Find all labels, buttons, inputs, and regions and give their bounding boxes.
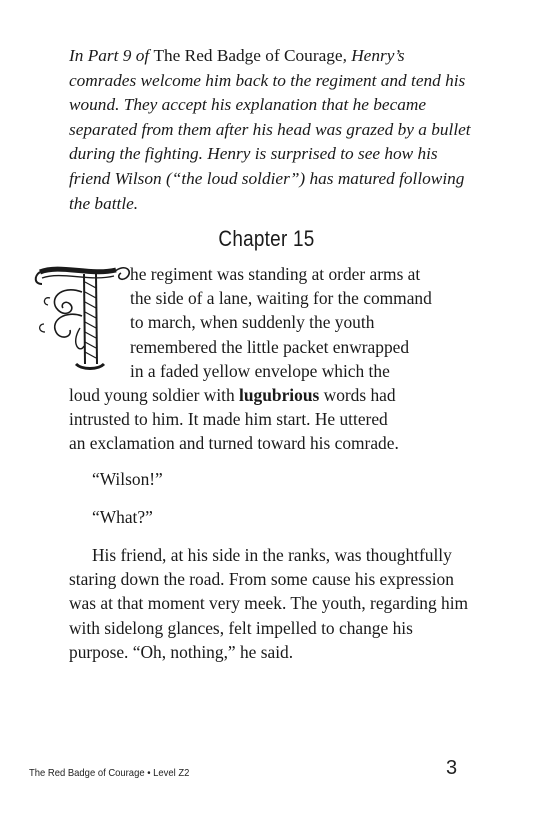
text-line: to march, when suddenly the youth <box>130 312 375 333</box>
text-line: intrusted to him. It made him start. He uttered <box>69 409 388 430</box>
text-segment: words had <box>319 385 396 406</box>
page-number: 3 <box>446 757 458 779</box>
text-line: remembered the little packet enwrapped <box>130 336 410 357</box>
closing-paragraph: His friend, at his side in the ranks, was thoughtfully staring down the road. From some cause his expression was at that moment very meek. The youth, regarding him with sidelong glances, felt impelled to change his purpose. “Oh, nothing,” he said. <box>69 545 469 662</box>
text-segment: loud young soldier with <box>69 385 240 406</box>
text-line: the side of a lane, waiting for the command <box>130 288 432 309</box>
dialog-line: “Wilson!” <box>92 468 163 489</box>
chapter-heading: Chapter 15 <box>218 226 315 251</box>
opening-paragraph <box>69 262 473 456</box>
dialog-line: “What?” <box>92 506 153 527</box>
text-line <box>69 383 473 407</box>
chapter-text <box>69 262 473 664</box>
vocabulary-word: lugubrious <box>239 385 320 406</box>
summary-prefix: In Part 9 of <box>69 46 154 65</box>
chapter-summary <box>69 44 473 216</box>
summary-text: , Henry’s comrades welcome him back to the regiment and tend his wound. They accept his explanation that he became separated from them after his head was grazed by a bullet during the fighting. Henry is surprised to see how his friend Wilson (“the loud soldier”) has matured following the battle. <box>69 46 471 213</box>
book-title: The Red Badge of Courage <box>153 46 343 65</box>
text-line: in a faded yellow envelope which the <box>130 360 390 381</box>
text-line: he regiment was standing at order arms at <box>130 264 421 284</box>
footer-book-level: The Red Badge of Courage • Level Z2 <box>29 767 190 779</box>
text-line: an exclamation and turned toward his comrade. <box>69 433 399 454</box>
